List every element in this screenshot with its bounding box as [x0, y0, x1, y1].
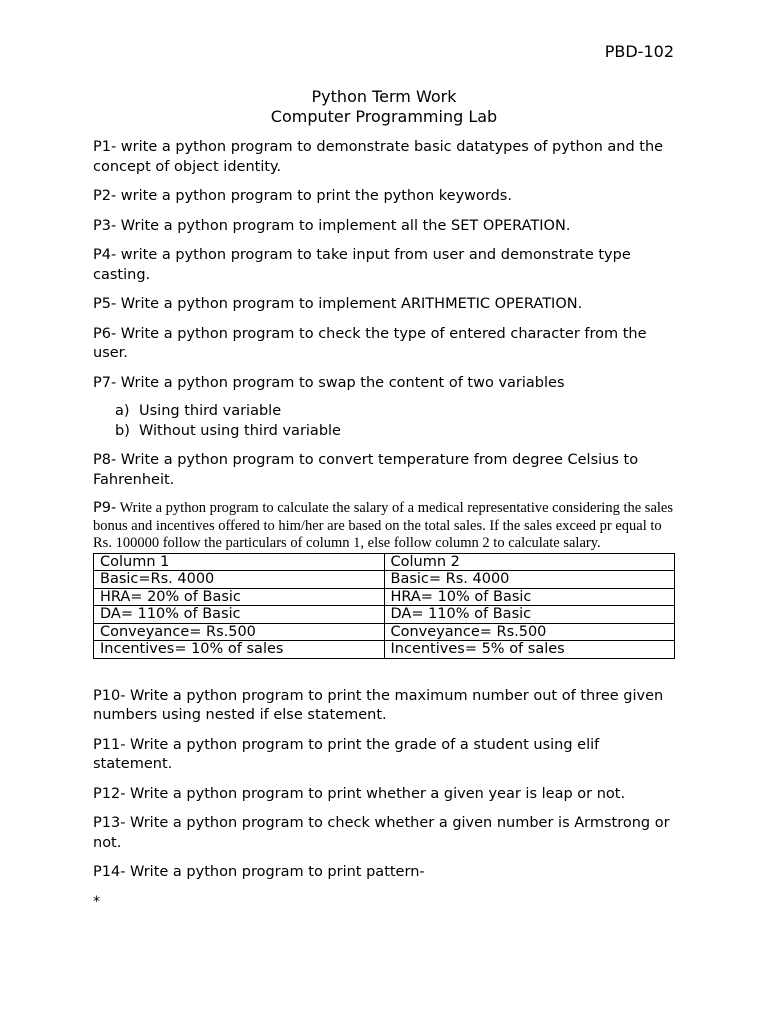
problem-list	[93, 138, 683, 912]
table-cell: DA= 110% of Basic	[384, 606, 675, 624]
list-marker: b)	[115, 423, 130, 439]
table-cell: Conveyance= Rs.500	[94, 623, 385, 641]
table-cell: Basic=Rs. 4000	[94, 571, 385, 589]
table-row	[94, 623, 675, 641]
table-cell: Column 1	[94, 553, 385, 571]
problem-p9-label: P9-	[93, 500, 117, 516]
problem-p4: P4- write a python program to take input from user and demonstrate type casting.	[93, 247, 631, 283]
table-cell: Conveyance= Rs.500	[384, 623, 675, 641]
document-subtitle: Computer Programming Lab	[270, 107, 498, 126]
course-code: PBD-102	[604, 42, 674, 61]
problem-p1: P1- write a python program to demonstrate basic datatypes of python and the concept of object identity.	[93, 139, 664, 175]
salary-table	[93, 553, 675, 659]
problem-p14: P14- Write a python program to print pattern-	[93, 864, 425, 880]
list-item	[93, 421, 683, 441]
list-marker: a)	[115, 403, 130, 419]
problem-p8: P8- Write a python program to convert temperature from degree Celsius to Fahrenheit.	[93, 452, 639, 488]
table-cell: Incentives= 5% of sales	[384, 641, 675, 659]
problem-p12: P12- Write a python program to print whether a given year is leap or not.	[93, 785, 626, 802]
document-title: Python Term Work	[311, 87, 457, 106]
table-cell: HRA= 20% of Basic	[94, 588, 385, 606]
problem-p9	[93, 500, 683, 553]
problem-p3: P3- Write a python program to implement all the SET OPERATION.	[93, 217, 571, 234]
pattern-star: *	[93, 893, 100, 910]
table-cell: Column 2	[384, 553, 675, 571]
problem-p10: P10- Write a python program to print the maximum number out of three given numbers using nested if else statement.	[93, 687, 664, 723]
problem-p2: P2- write a python program to print the python keywords.	[93, 188, 512, 204]
table-cell: HRA= 10% of Basic	[384, 588, 675, 606]
list-item-text: Without using third variable	[139, 423, 341, 439]
problem-p9-text: Write a python program to calculate the salary of a medical representative considering the sales bonus and incentives offered to him/her are based on the total sales. If the sales exceed pr equal to Rs. 100000 follow the particulars of column 1, else follow column 2 to calculate salary.	[93, 500, 673, 551]
list-item-text: Using third variable	[139, 403, 282, 419]
problem-p5: P5- Write a python program to implement ARITHMETIC OPERATION.	[93, 296, 583, 312]
table-cell: Incentives= 10% of sales	[94, 641, 385, 659]
table-row	[94, 588, 675, 606]
table-row	[94, 553, 675, 571]
problem-p6: P6- Write a python program to check the type of entered character from the user.	[93, 325, 647, 361]
table-row	[94, 606, 675, 624]
problem-p7-sublist	[93, 401, 683, 441]
problem-p13: P13- Write a python program to check whether a given number is Armstrong or not.	[93, 815, 670, 851]
table-cell: DA= 110% of Basic	[94, 606, 385, 624]
table-row	[94, 571, 675, 589]
list-item	[93, 401, 683, 421]
table-row	[94, 641, 675, 659]
problem-p7: P7- Write a python program to swap the content of two variables	[93, 374, 565, 391]
table-cell: Basic= Rs. 4000	[384, 571, 675, 589]
problem-p11: P11- Write a python program to print the grade of a student using elif statement.	[93, 736, 600, 772]
